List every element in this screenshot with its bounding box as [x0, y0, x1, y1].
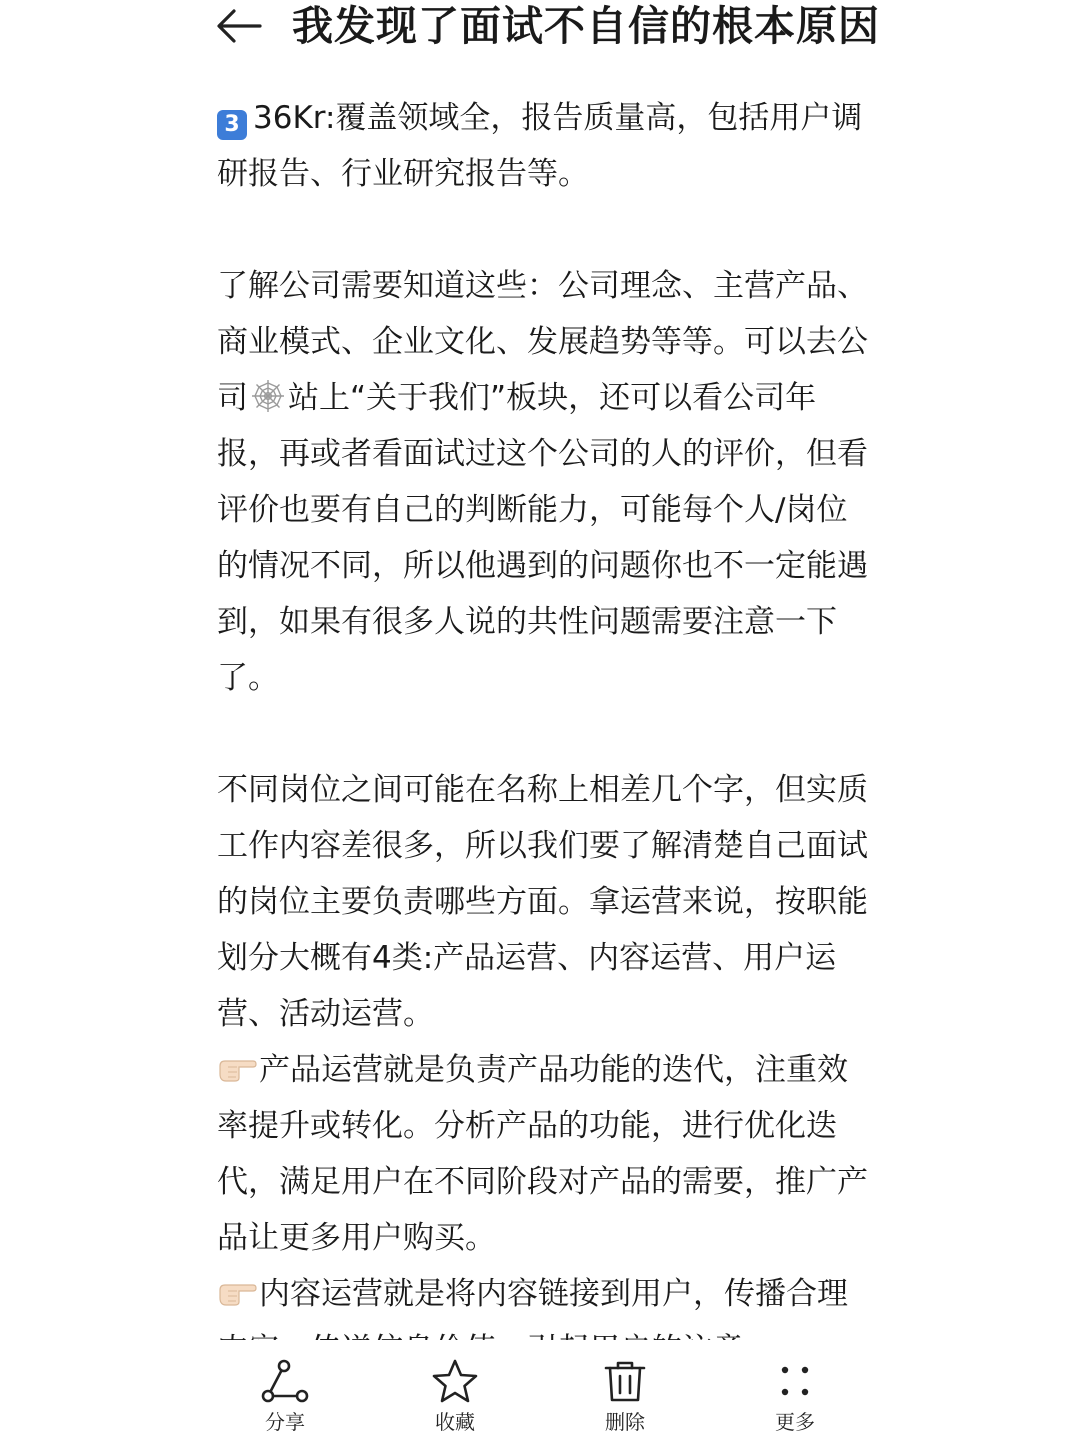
share-button[interactable]: [225, 1358, 345, 1436]
more-button[interactable]: [735, 1358, 855, 1436]
paragraph-gap: [217, 706, 877, 762]
favorite-button[interactable]: [395, 1358, 515, 1436]
star-icon: [429, 1358, 481, 1406]
keycap-3-icon: 3: [217, 110, 247, 140]
more-dots-icon: [769, 1358, 821, 1406]
bottom-action-bar: [0, 1340, 1080, 1440]
favorite-label: 收藏: [435, 1410, 475, 1434]
delete-button[interactable]: [565, 1358, 685, 1436]
paragraph-company-research: [217, 258, 877, 706]
spider-web-icon: [250, 378, 286, 414]
page-title: 我发现了面试不自信的根本原因: [292, 2, 880, 50]
delete-label: 删除: [605, 1410, 645, 1434]
pointing-hand-icon: [217, 1276, 257, 1308]
header-bar: [0, 0, 1080, 60]
bullet-content-text: 内容运营就是将内容链接到用户，传播合理: [259, 1276, 848, 1312]
trash-icon: [599, 1358, 651, 1406]
share-icon: [259, 1358, 311, 1406]
paragraph-gap: [217, 202, 877, 258]
paragraph-company-text-a: 了解公司需要知道这些：公司理念、主营产品、商业模式、企业文化、发展趋势等等。可以去公司: [217, 268, 868, 416]
share-label: 分享: [265, 1410, 305, 1434]
note-content: [217, 90, 877, 1340]
paragraph-job-roles: 不同岗位之间可能在名称上相差几个字，但实质工作内容差很多，所以我们要了解清楚自己面试的岗位主要负责哪些方面。拿运营来说，按职能划分大概有4类:产品运营、内容运营、用户运营、活动运营。: [217, 772, 868, 1032]
bullet-product-operation: [217, 1042, 877, 1266]
list-item-36kr: [217, 90, 877, 202]
back-arrow-icon[interactable]: [214, 6, 264, 46]
more-label: 更多: [775, 1410, 815, 1434]
pointing-hand-icon: [217, 1052, 257, 1084]
paragraph-company-text-b: 站上“关于我们”板块，还可以看公司年报，再或者看面试过这个公司的人的评价，但看评价也要有自己的判断能力，可能每个人/岗位的情况不同，所以他遇到的问题你也不一定能遇到，如果有很多人说的共性问题需要注意一下了。: [217, 380, 868, 696]
item-36kr-text: 36Kr:覆盖领域全，报告质量高，包括用户调研报告、行业研究报告等。: [217, 100, 863, 192]
bullet-product-text: 产品运营就是负责产品功能的迭代，注重效率提升或转化。分析产品的功能，进行优化迭代，满足用户在不同阶段对产品的需要，推广产品让更多用户购买。: [217, 1052, 868, 1256]
